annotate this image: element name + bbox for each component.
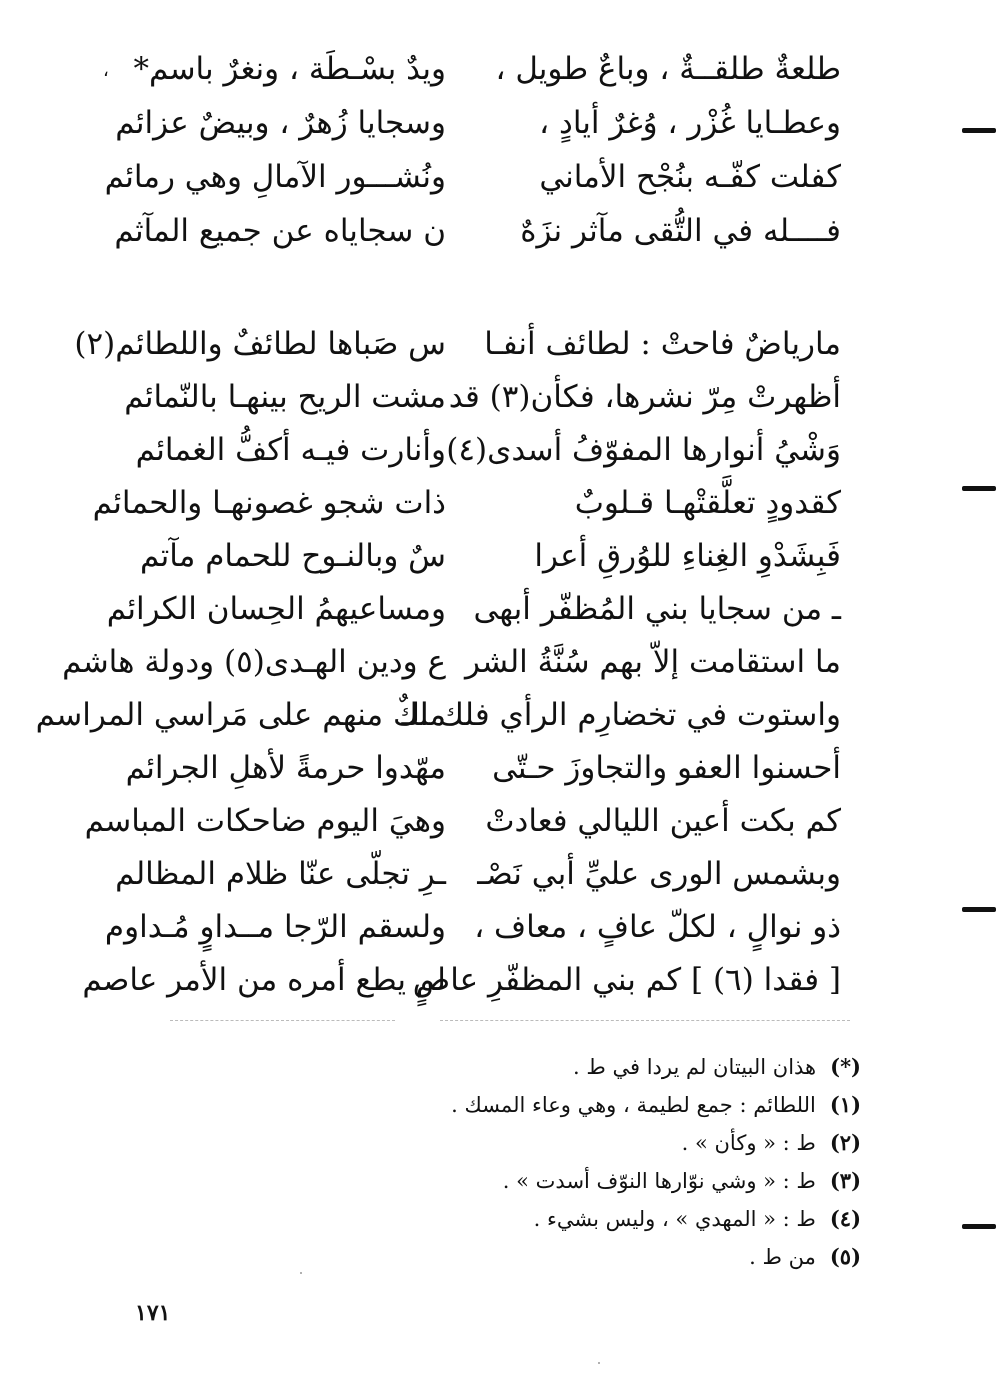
footnote-text: ط : « المهدي » ، وليس بشيء .: [533, 1207, 816, 1231]
verse-line: ولسقم الرّجا مــداوٍ مُـداوم: [104, 909, 446, 945]
footnote-text: هذان البيتان لم يردا في ط .: [573, 1055, 817, 1079]
verse-line: س صَباها لطائفٌ واللطائم(٢): [74, 326, 446, 362]
footnote-number: (٣): [829, 1168, 861, 1193]
footnote-number: (*): [830, 1054, 861, 1079]
footnote-text: ط : « وشي نوّارها النوّف أسدت » .: [502, 1169, 816, 1193]
stanza2-right-hemistichs: [401, 318, 841, 1007]
verse-line: سٌ وبالنـوح للحمام مآتم: [140, 538, 446, 574]
verse-line: كقدودٍ تعلَّقتْهـا قـلوبٌ: [574, 485, 841, 521]
verse-line: وَشْيُ أنوارها المفوّفُ أسدى(٤): [446, 432, 841, 468]
verse-line: ونُشـــور الآمالِ وهي رمائم: [104, 159, 446, 195]
footnote-number: (٥): [829, 1244, 861, 1269]
footnote-number: (١): [829, 1092, 861, 1117]
corner-mark: ،: [103, 60, 109, 81]
footnotes: [301, 1048, 861, 1276]
verse-line: كم بكت أعين الليالي فعادتْ: [485, 803, 841, 839]
footnote-text: من ط .: [749, 1245, 816, 1269]
margin-tick-mark: [962, 1224, 996, 1229]
verse-line: وبشمس الورى عليِّ أبي نَصْـ: [477, 856, 841, 892]
footnote-divider: [440, 1020, 850, 1021]
page-number: ١٧١: [135, 1300, 171, 1326]
footnote-divider: [170, 1020, 395, 1021]
scan-speck: [300, 1272, 302, 1274]
footnote: [301, 1200, 861, 1238]
verse-line: وهيَ اليوم ضاحكات المباسم: [84, 803, 446, 839]
verse-line: وسجايا زُهرٌ ، وبيضٌ عزائم: [115, 105, 446, 141]
footnote: [301, 1048, 861, 1086]
verse-line: ن سجاياه عن جميع المآثم: [114, 213, 446, 249]
verse-line: ومساعيهمُ الحِسان الكرائم: [106, 591, 446, 627]
footnote-number: (٢): [829, 1130, 861, 1155]
verse-line: ذو نوالٍ ، لكلّ عافٍ ، معاف ،: [474, 909, 841, 945]
verse-line: فــــله في التُّقى مآثر نزَهٌ: [520, 213, 841, 249]
verse-line: ملكٌ منهم على مَراسي المراسم: [35, 697, 446, 733]
verse-line: طلعةٌ طلقــةٌ ، وباعٌ طويل ،: [495, 51, 841, 87]
verse-line: ع ودين الهـدى(٥) ودولة هاشم: [62, 644, 446, 680]
verse-line: ما استقامت إلاّ بهم سُنَّةُ الشر: [464, 644, 841, 680]
verse-line: ذات شجو غصونهـا والحمائم: [92, 485, 446, 521]
stanza1-left-hemistichs: [104, 42, 446, 258]
footnote: [301, 1238, 861, 1276]
verse-line: أحسنوا العفو والتجاوزَ حـتّى: [492, 750, 841, 786]
verse-line: مشت الريح بينهـا بالنّمائم: [124, 379, 446, 415]
margin-tick-mark: [962, 486, 996, 491]
verse-line: مارياضٌ فاحتْ : لطائف أنفـا: [484, 326, 841, 362]
verse-line: لم يطع أمره من الأمر عاصم: [82, 962, 446, 998]
margin-tick-mark: [962, 907, 996, 912]
section-connector: [521, 258, 841, 312]
verse-line: واستوت في تخضارِم الرأي فلك الـ: [401, 697, 841, 733]
stanza1-right-hemistichs: [495, 42, 841, 312]
footnote-number: (٤): [829, 1206, 861, 1231]
margin-tick-mark: [962, 128, 996, 133]
verse-line: فَبِشَدْوِ الغِناءِ للوُرقِ أعرا: [534, 538, 841, 574]
footnote: [301, 1124, 861, 1162]
scan-speck: [598, 1362, 600, 1364]
verse-line: ـرِ تجلّى عنّا ظلام المظالم: [115, 856, 446, 892]
stanza2-left-hemistichs: [35, 318, 446, 1007]
verse-line: مهّدوا حرمةً لأهلِ الجرائم: [125, 750, 446, 786]
footnote-text: ط : « وكأن » .: [681, 1131, 816, 1155]
footnote-text: اللطائم : جمع لطيمة ، وهي وعاء المسك .: [451, 1093, 816, 1117]
verse-line: ويدٌ بسْـطَة ، ونغرٌ باسم*: [133, 51, 446, 87]
verse-line: ـ من سجايا بني المُظفّر أبهى: [473, 591, 841, 627]
verse-line: وعطـايا غُزْر ، وُغرٌ أيادٍ ،: [539, 105, 841, 141]
verse-line: وأنارت فيـه أكفُّ الغمائم: [135, 432, 446, 468]
verse-line: كفلت كفّـه بنُجْح الأماني: [539, 159, 841, 195]
footnote: [301, 1086, 861, 1124]
verse-line: [ فقدا (٦) ] كم بني المظفّرِ عاصٍ: [412, 962, 841, 998]
footnote: [301, 1162, 861, 1200]
verse-line: أظهرتْ مِرّ نشرها، فكأن(٣) قد: [448, 379, 841, 415]
